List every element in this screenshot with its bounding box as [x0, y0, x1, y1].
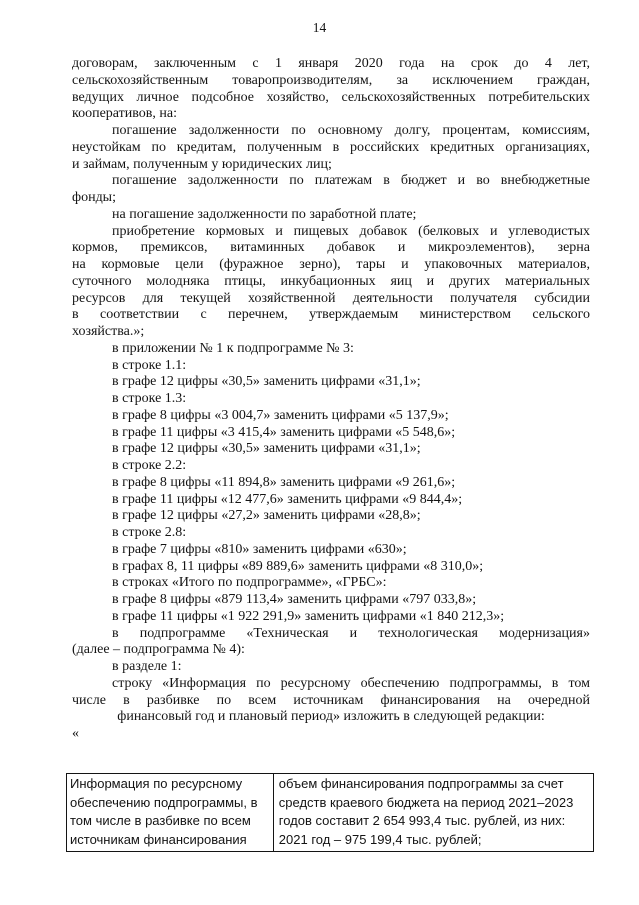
cell-line: годов составит 2 654 993,4 тыс. рублей, из них:	[278, 813, 566, 828]
amendment-line: в графах 8, 11 цифры «89 889,6» заменить цифрами «8 310,0»;	[112, 558, 484, 574]
text-line: и займам, полученным у юридических лиц;	[72, 156, 332, 172]
amendment-line: в графе 8 цифры «3 004,7» заменить цифрами «5 137,9»;	[112, 407, 449, 423]
amendment-line: в графе 7 цифры «810» заменить цифрами «630»;	[112, 541, 407, 557]
amendment-line: в графе 12 цифры «27,2» заменить цифрами «28,8»;	[112, 508, 421, 524]
text-line: на кормовые цели (фуражное зерно), тары и упаковочных материалов,	[72, 257, 590, 272]
text-line: погашение задолженности по платежам в бюджет и во внебюджетные	[112, 173, 590, 189]
text-line: приобретение кормовых и пищевых добавок (белковых и углеводистых	[112, 223, 590, 239]
cell-line: Информация по ресурсному	[70, 776, 243, 791]
cell-line: источникам финансирования	[70, 831, 247, 847]
amendment-line: в строке 1.1:	[112, 357, 187, 373]
text-line: договорам, заключенным с 1 января 2020 года на срок до 4 лет,	[72, 56, 590, 71]
text-line: погашение задолженности по основному долгу, процентам, комиссиям,	[112, 123, 590, 138]
text-line: в соответствии с перечнем, утверждаемым министерством сельского	[72, 307, 590, 323]
text-line: в разделе 1:	[112, 659, 182, 674]
cell-line: средств краевого бюджета на период 2021–2023	[278, 794, 574, 810]
page-number: 14	[312, 20, 327, 35]
cell-line: обеспечению подпрограммы, в	[70, 794, 258, 810]
text-line: строку «Информация по ресурсному обеспечению подпрограммы, в том	[112, 675, 590, 691]
amendment-line: в строке 2.2:	[112, 458, 187, 473]
cell-line: том числе в разбивке по всем	[70, 813, 251, 828]
text-line: фонды;	[72, 190, 116, 205]
amendment-line: в графе 8 цифры «879 113,4» заменить цифрами «797 033,8»;	[112, 592, 477, 607]
amendment-line: в строках «Итого по подпрограмме», «ГРБС»:	[112, 575, 387, 591]
document-body	[72, 56, 590, 743]
cell-line: 2021 год – 975 199,4 тыс. рублей;	[278, 831, 482, 847]
text-line: неустойкам по кредитам, полученным в российских кредитных организациях,	[72, 139, 590, 155]
text-line: кормов, премиксов, витаминных добавок и микроэлементов), зерна	[72, 240, 590, 256]
table-cell-label	[67, 774, 274, 852]
cell-line: объем финансирования подпрограммы за счет	[278, 776, 564, 791]
text-line: ведущих личное подсобное хозяйство, сельскохозяйственных потребительских	[72, 89, 590, 105]
text-line: кооперативов, на:	[72, 106, 177, 122]
resource-table	[66, 773, 594, 852]
amendment-line: в графе 12 цифры «30,5» заменить цифрами «31,1»;	[112, 374, 421, 390]
amendment-line: в приложении № 1 к подпрограмме № 3:	[112, 340, 354, 356]
text-line: в подпрограмме «Техническая и технологическая модернизация»	[112, 625, 590, 641]
text-line: ресурсов для текущей хозяйственной деятельности получателя субсидии	[72, 290, 590, 306]
amendment-line: в графе 11 цифры «12 477,6» заменить цифрами «9 844,4»;	[112, 491, 463, 507]
opening-quote: «	[72, 726, 79, 741]
amendment-line: в строке 2.8:	[112, 525, 187, 540]
text-line: (далее – подпрограмма № 4):	[72, 642, 245, 658]
text-line: числе в разбивке по всем источникам финансирования на очередной	[72, 692, 590, 708]
text-line: на погашение задолженности по заработной плате;	[112, 206, 417, 222]
amendment-line: в графе 11 цифры «1 922 291,9» заменить цифрами «1 840 212,3»;	[112, 608, 505, 624]
text-line: сельскохозяйственным товаропроизводителям, за исключением граждан,	[72, 72, 590, 88]
amendment-line: в графе 8 цифры «11 894,8» заменить цифрами «9 261,6»;	[112, 474, 456, 490]
text-line: хозяйства.»;	[72, 324, 145, 339]
amendment-line: в графе 12 цифры «30,5» заменить цифрами «31,1»;	[112, 441, 421, 457]
table-row	[67, 774, 594, 852]
text-line: финансовый год и плановый период» изложить в следующей редакции:	[117, 709, 545, 725]
amendment-line: в графе 11 цифры «3 415,4» заменить цифрами «5 548,6»;	[112, 424, 456, 440]
amendment-line: в строке 1.3:	[112, 391, 187, 406]
table-cell-value	[273, 774, 593, 852]
text-line: суточного молодняка птицы, инкубационных яиц и других материальных	[72, 273, 590, 289]
